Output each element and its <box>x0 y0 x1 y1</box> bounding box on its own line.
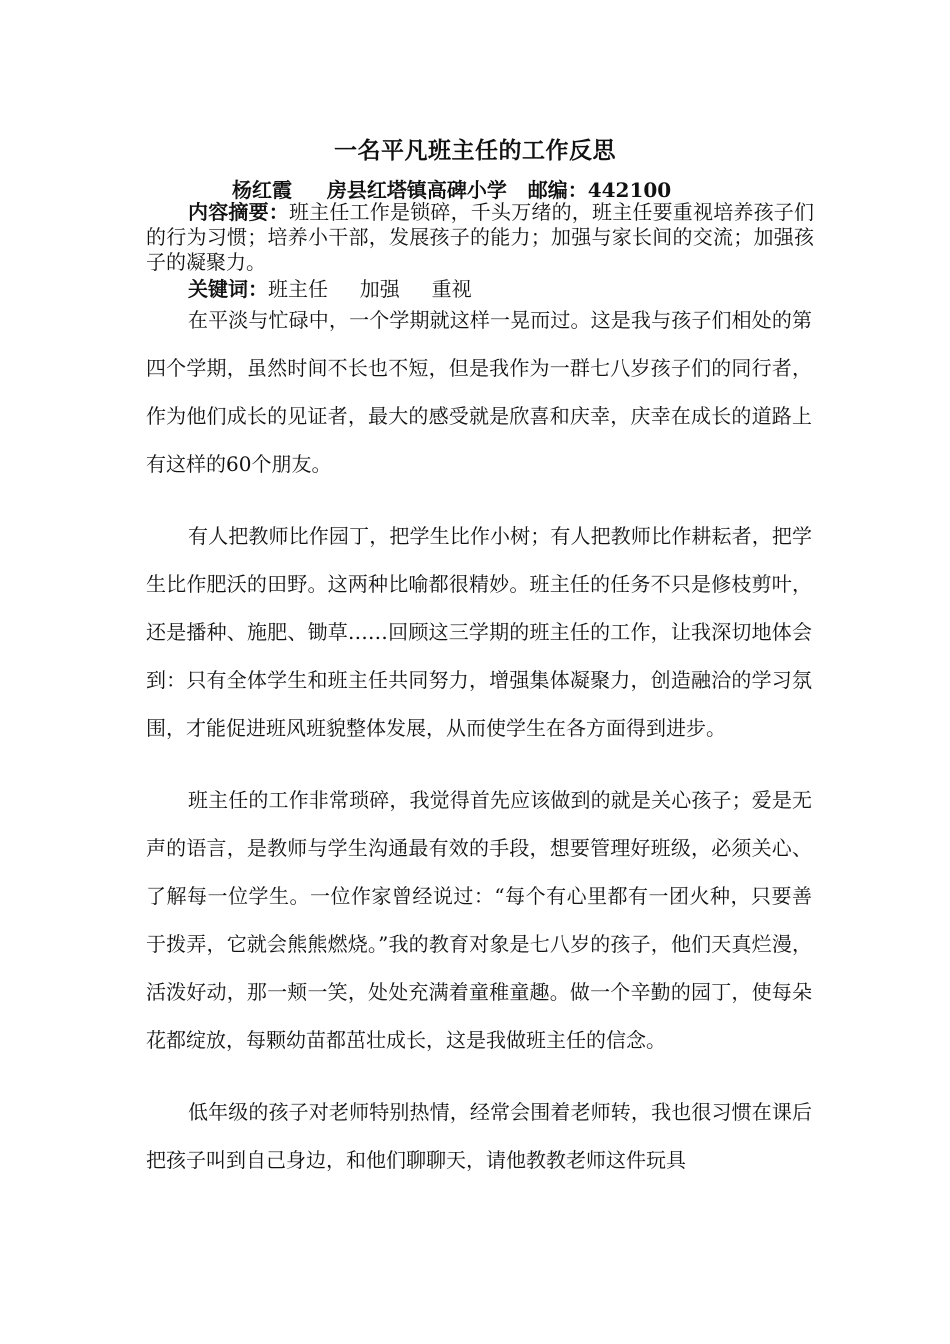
body-paragraph: 班主任的工作非常琐碎，我觉得首先应该做到的就是关心孩子；爱是无声的语言，是教师与学生沟通最有效的手段，想要管理好班级，必须关心、了解每一位学生。一位作家曾经说过：“每个有心里都有一团火种，只要善于拨弄，它就会熊熊燃烧。”我的教育对象是七八岁的孩子，他们天真烂漫，活泼好动，那一颊一笑，处处充满着童稚童趣。做一个辛勤的园丁，使每朵花都绽放，每颗幼苗都茁壮成长，这是我做班主任的信念。 <box>146 788 812 1052</box>
keyword: 重视 <box>431 277 472 301</box>
keywords-label: 关键词： <box>188 277 268 301</box>
body-paragraph: 低年级的孩子对老师特别热情，经常会围着老师转，我也很习惯在课后把孩子叫到自己身边，和他们聊聊天，请他教教老师这件玩具 <box>146 1100 812 1172</box>
school-name: 房县红塔镇高碑小学 <box>326 178 507 202</box>
body-paragraph: 在平淡与忙碌中，一个学期就这样一晃而过。这是我与孩子们相处的第四个学期，虽然时间不长也不短，但是我作为一群七八岁孩子们的同行者，作为他们成长的见证者，最大的感受就是欣喜和庆幸，庆幸在成长的道路上有这样的60个朋友。 <box>146 308 812 476</box>
byline <box>232 174 671 203</box>
postcode-value: 442100 <box>587 178 672 202</box>
body-paragraph: 有人把教师比作园丁，把学生比作小树；有人把教师比作耕耘者，把学生比作肥沃的田野。这两种比喻都很精妙。班主任的任务不只是修枝剪叶，还是播种、施肥、锄草……回顾这三学期的班主任的工作，让我深切地体会到：只有全体学生和班主任共同努力，增强集体凝聚力，创造融洽的学习氛围，才能促进班风班貌整体发展，从而使学生在各方面得到进步。 <box>146 524 812 740</box>
body-text <box>146 296 812 1184</box>
abstract <box>146 200 814 275</box>
abstract-text: 班主任工作是锁碎，千头万绪的，班主任要重视培养孩子们的行为习惯；培养小干部，发展孩子的能力；加强与家长间的交流；加强孩子的凝聚力。 <box>146 200 814 274</box>
keyword: 加强 <box>359 277 400 301</box>
document-title: 一名平凡班主任的工作反思 <box>334 137 616 164</box>
keyword: 班主任 <box>268 277 328 301</box>
author-name: 杨红霞 <box>232 178 292 202</box>
postcode-label: 邮编： <box>527 178 588 202</box>
abstract-label: 内容摘要： <box>188 200 289 224</box>
